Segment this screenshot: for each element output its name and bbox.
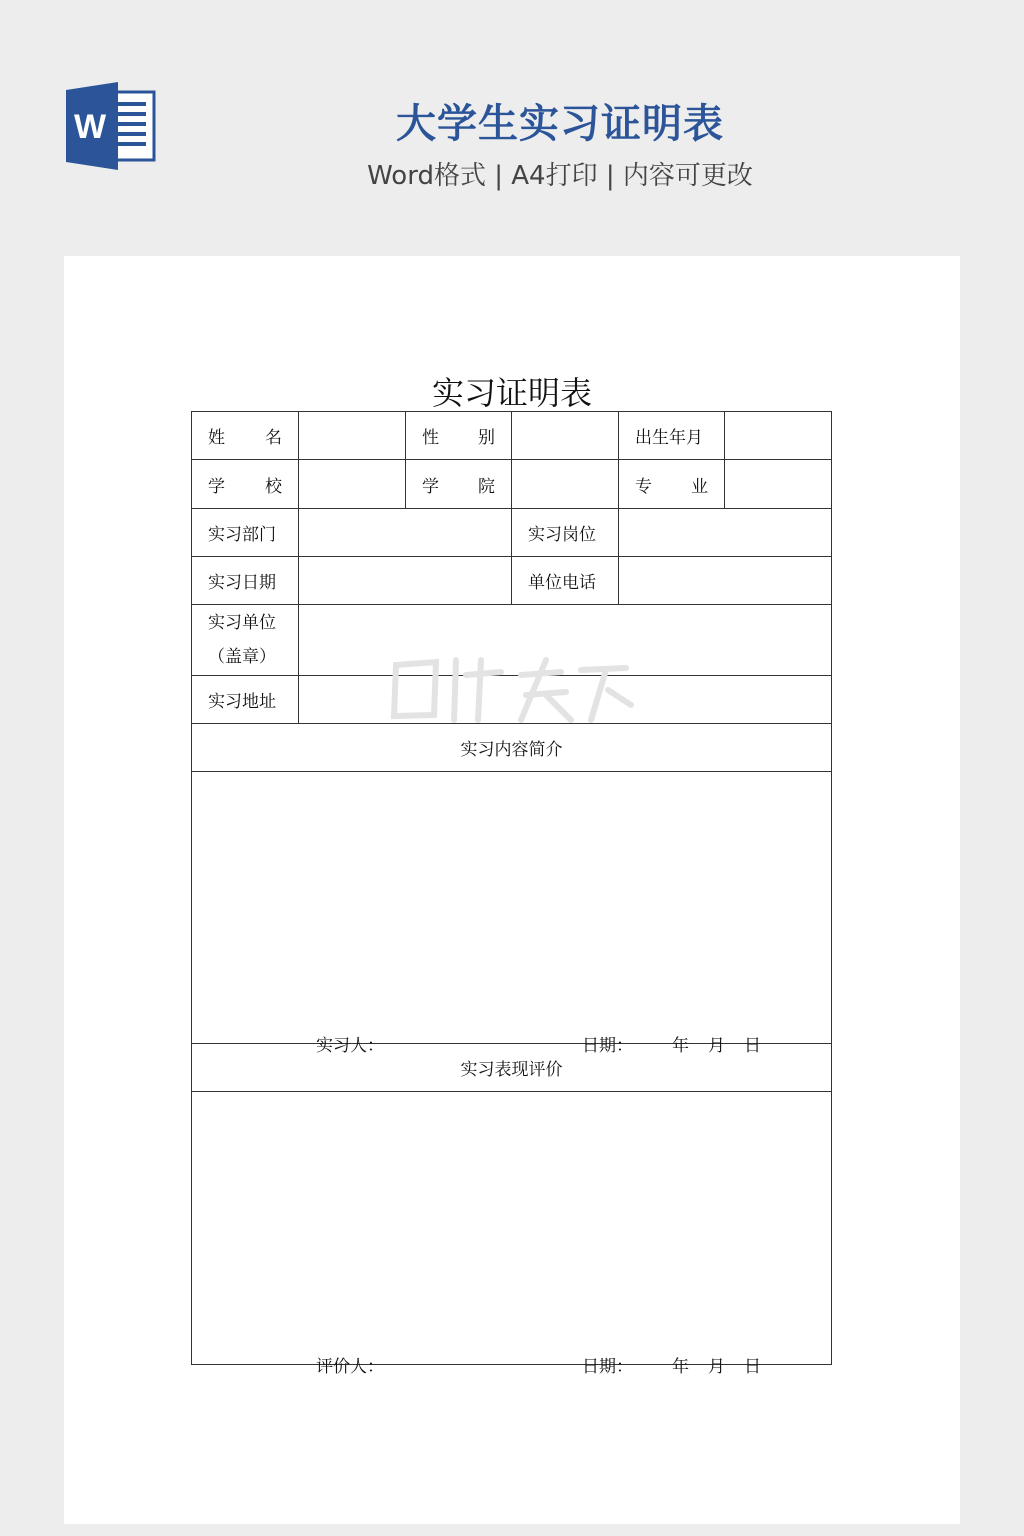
birth-label: 出生年月 (619, 412, 725, 460)
content-date-label: 日期： (582, 1036, 633, 1056)
name-value[interactable] (299, 412, 406, 460)
content-header: 实习内容简介 (192, 724, 832, 772)
evaluator-signer-label: 评价人： (316, 1357, 384, 1377)
school-value[interactable] (299, 460, 406, 509)
table-row (192, 557, 832, 605)
banner-subtitle: Word格式 | A4打印 | 内容可更改 (367, 161, 753, 191)
evaluation-month-label: 月 (708, 1357, 725, 1377)
word-icon-letter: W (73, 108, 107, 146)
unit-label-line2: （盖章） (208, 647, 276, 667)
birth-value[interactable] (725, 412, 832, 460)
content-year-label: 年 (672, 1036, 689, 1056)
address-value[interactable] (299, 676, 832, 724)
banner-title: 大学生实习证明表 (396, 101, 724, 147)
date-value[interactable] (299, 557, 512, 605)
phone-value[interactable] (619, 557, 832, 605)
table-row (192, 1044, 832, 1092)
table-row (192, 676, 832, 724)
unit-label-line1: 实习单位 (208, 613, 276, 633)
table-row (192, 509, 832, 557)
major-value[interactable] (725, 460, 832, 509)
evaluation-year-label: 年 (672, 1357, 689, 1377)
college-label: 学 院 (406, 460, 512, 509)
college-value[interactable] (512, 460, 619, 509)
major-label: 专 业 (619, 460, 725, 509)
document-sheet (64, 256, 960, 1524)
table-row (192, 605, 832, 676)
document-title: 实习证明表 (431, 374, 592, 412)
school-label: 学 校 (192, 460, 299, 509)
gender-label: 性 别 (406, 412, 512, 460)
post-label: 实习岗位 (512, 509, 619, 557)
table-row (192, 460, 832, 509)
name-label: 姓 名 (192, 412, 299, 460)
date-label: 实习日期 (192, 557, 299, 605)
table-row (192, 772, 832, 1044)
evaluation-day-label: 日 (744, 1357, 761, 1377)
evaluation-header: 实习表现评价 (192, 1044, 832, 1092)
intern-signer-label: 实习人： (316, 1036, 384, 1056)
content-area[interactable] (192, 772, 832, 1056)
phone-label: 单位电话 (512, 557, 619, 605)
post-value[interactable] (619, 509, 832, 557)
evaluation-area[interactable] (192, 1092, 832, 1377)
unit-label (192, 605, 299, 676)
content-month-label: 月 (708, 1036, 725, 1056)
word-icon (66, 82, 156, 170)
address-label: 实习地址 (192, 676, 299, 724)
table-row (192, 724, 832, 772)
evaluation-date-label: 日期： (582, 1357, 633, 1377)
table-row (192, 1092, 832, 1365)
unit-value[interactable] (299, 605, 832, 676)
table-row (192, 412, 832, 460)
dept-value[interactable] (299, 509, 512, 557)
gender-value[interactable] (512, 412, 619, 460)
certificate-form (191, 411, 832, 1377)
dept-label: 实习部门 (192, 509, 299, 557)
content-day-label: 日 (744, 1036, 761, 1056)
